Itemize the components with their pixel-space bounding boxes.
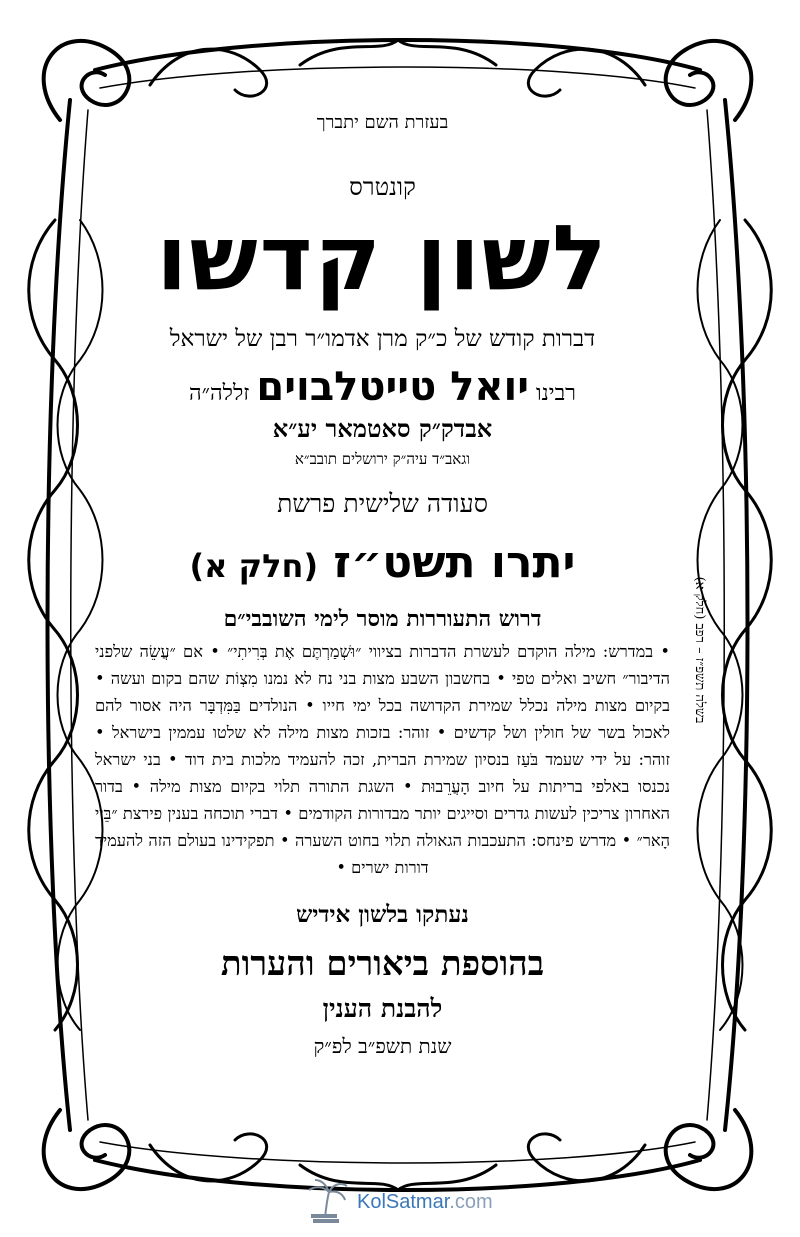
author-name: יואל טייטלבוים — [256, 364, 530, 410]
side-note: בשלה תשפ״ז – רפב (חלק א) — [692, 576, 707, 724]
understanding-line: להבנת הענין — [322, 994, 443, 1023]
author-intro: דברות קודש של כ״ק מרן אדמו״ר רבן של ישראל — [169, 326, 596, 352]
kolsatmar-logo[interactable] — [305, 1177, 493, 1227]
part-label: (חלק א) — [189, 547, 319, 585]
palm-books-icon — [305, 1178, 349, 1226]
title-page — [95, 100, 670, 1059]
author-title: אבדק״ק סאטמאר יע״א — [272, 414, 493, 443]
kuntres-label: קונטרס — [349, 173, 416, 201]
author-prefix: רבינו — [536, 381, 576, 406]
year-line: שנת תשפ״ב לפ״ק — [313, 1034, 452, 1058]
book-title: לשון קדשו — [156, 206, 609, 311]
logo-text: KolSatmar.com — [357, 1190, 493, 1213]
parsha-name: יתרו תשט״ז — [333, 537, 576, 588]
summary-text: • במדרש: מילה הוקדם לעשרת הדברות בציווי ״וּשְׁמַרְתֶּם אֶת בְּרִיתִי״ • אם ״עֲשֵׂה שלפני הדיבור״ חשיב ואלים טפי • בחשבון השבע מצות בני נח לא נמנו מִצְוֹת שהם בקום ועשה • בקיום מצות מילה נכלל שמירת הקדושה בכל ימי חייו • הנולדים בַּמִּדְבָּר היה אסור להם לאכול בשר של חולין ושל קדשים • זוהר: בזכות מצות מילה לא שלטו עממין בישראל • זוהר: על ידי שעמד בֹּעַז בנסיון שמירת הברית, זכה להעמיד מלכות בית דוד • בני ישראל נכנסו באלפי בריתות על חיוב הָעֲרֵבוּת • השגת התורה תלוי בקיום מצות מילה • בדור האחרון צריכין לעשות גדרים וסייגים יותר מבדורות הקודמים • דברי תוכחה בענין פירצת ״בֵּיי הָאר״ • מדרש פינחס: התעכבות הגאולה תלוי בחוט השערה • תפקידינו בעולם הזה להעמיד דורות ישרים • — [95, 642, 670, 877]
subject-title: דרוש התעוררות מוסר לימי השובבי״ם — [223, 606, 542, 632]
parsha-title — [95, 537, 670, 588]
author-title-jerusalem: וגאב״ד עיה״ק ירושלים תובב״א — [294, 450, 471, 468]
additions-line: בהוספת ביאורים והערות — [220, 944, 545, 984]
blessing-line: בעזרת השם יתברך — [316, 112, 449, 133]
author-suffix: זללה״ה — [189, 381, 250, 406]
occasion-intro: סעודה שלישית פרשת — [277, 489, 488, 518]
translation-line: נעתקו בלשון אידיש — [296, 901, 469, 928]
author-line — [95, 364, 670, 410]
